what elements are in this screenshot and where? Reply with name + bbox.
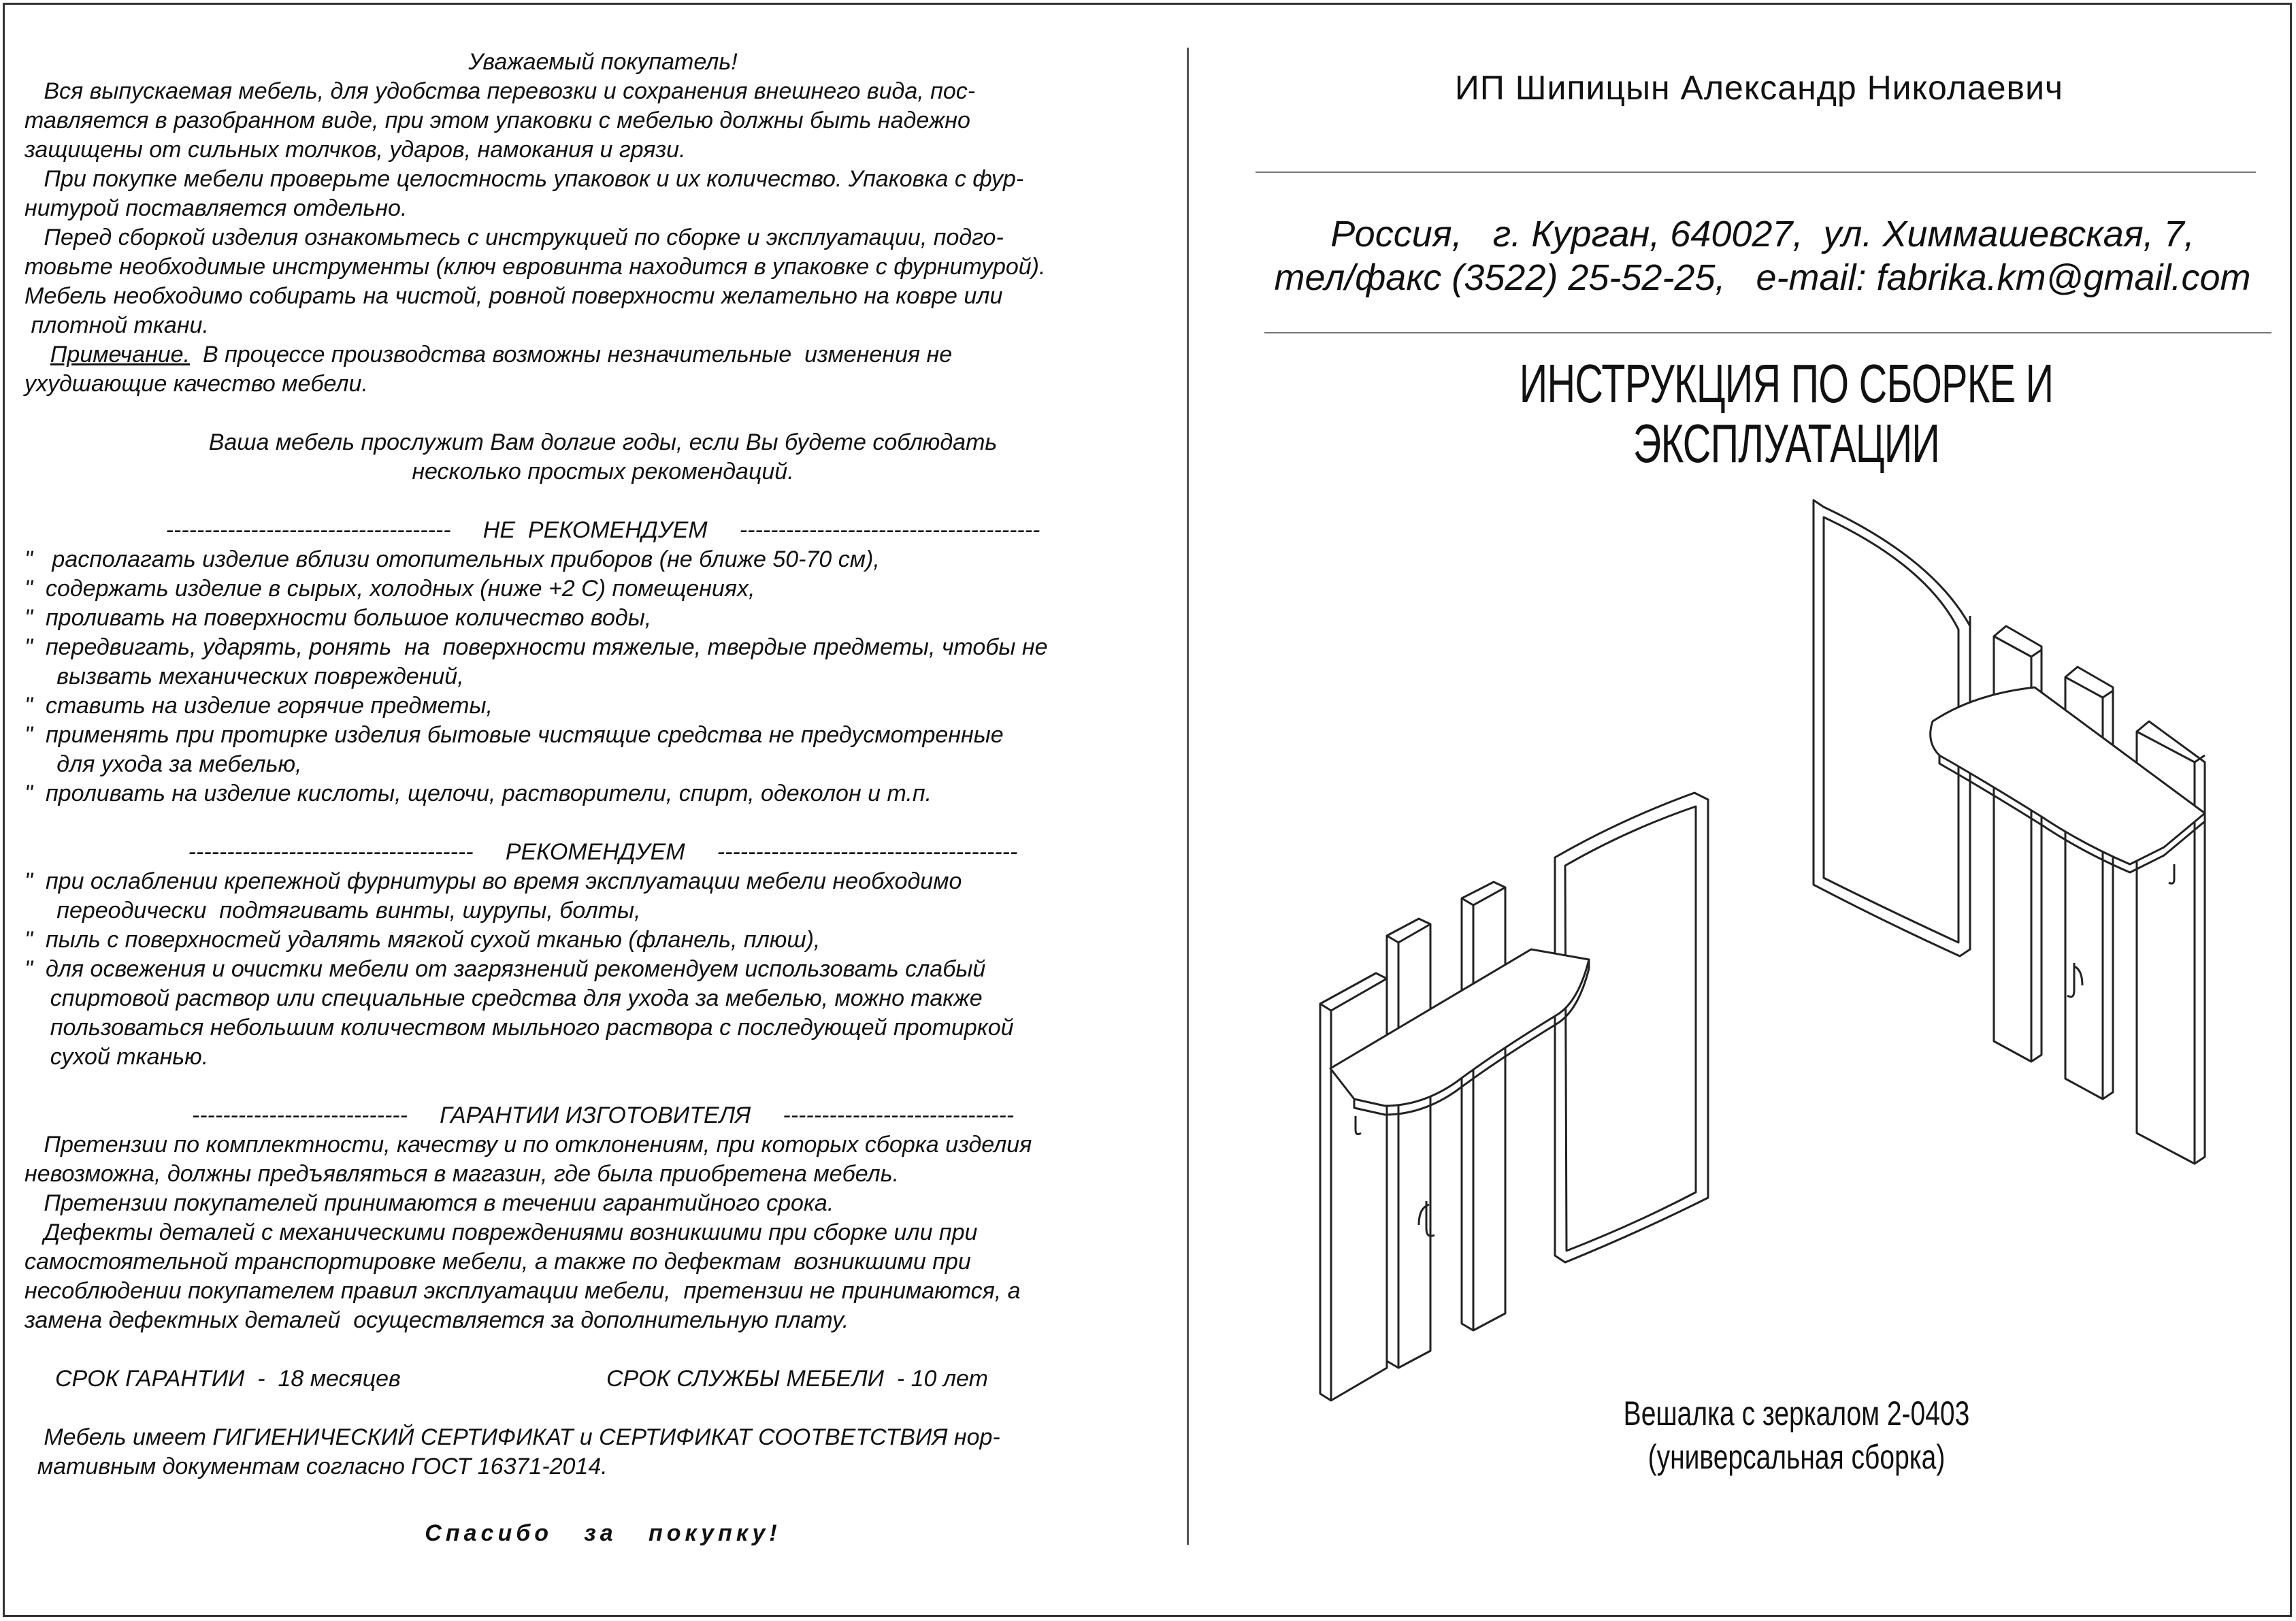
intro-line: При покупке мебели проверьте целостность упаковок и их количество. Упаковка с фур- — [24, 166, 1024, 192]
guarantee-line: невозможна, должны предъявляться в магазин, где была приобретена мебель. — [24, 1161, 900, 1187]
thanks: Спасибо за покупку! — [425, 1520, 781, 1546]
note-text-2: ухудшающие качество мебели. — [24, 371, 368, 397]
list-item: " при ослаблении крепежной фурнитуры во время эксплуатации мебели необходимо — [24, 868, 962, 894]
product-name: Вешалка с зеркалом 2-0403 — [1623, 1394, 1970, 1432]
guarantee-line: замена дефектных деталей осуществляется за дополнительную плату. — [24, 1307, 849, 1333]
note-text: В процессе производства возможны незначительные изменения не — [190, 342, 953, 367]
title-line: ЭКСПЛУАТАЦИИ — [1633, 413, 1940, 474]
advice-line: несколько простых рекомендаций. — [412, 459, 794, 485]
list-item: сухой тканью. — [24, 1044, 209, 1070]
list-item: для ухода за мебелью, — [24, 751, 302, 777]
list-item: переодически подтягивать винты, шурупы, болты, — [24, 898, 641, 923]
hanger-unit-front-view — [1320, 793, 1708, 1401]
intro-line: Перед сборкой изделия ознакомьтесь с инструкцией по сборке и эксплуатации, подго- — [24, 225, 1004, 250]
guarantee-heading: ---------------------------- ГАРАНТИИ ИЗГОТОВИТЕЛЯ ------------------------------ — [191, 1102, 1015, 1128]
note-label: Примечание. — [50, 342, 191, 367]
greeting: Уважаемый покупатель! — [468, 49, 738, 75]
title-line: ИНСТРУКЦИЯ ПО СБОРКЕ И — [1519, 353, 2054, 414]
advice-line: Ваша мебель прослужит Вам долгие годы, если Вы будете соблюдать — [208, 429, 998, 455]
list-item: " ставить на изделие горячие предметы, — [24, 693, 493, 719]
recommended-heading: ------------------------------------- РЕКОМЕНДУЕМ --------------------------------------- — [188, 839, 1018, 865]
service-life: СРОК СЛУЖБЫ МЕБЕЛИ - 10 лет — [606, 1366, 988, 1392]
intro-line: плотной ткани. — [24, 312, 209, 338]
list-item: спиртовой раствор или специальные средства для ухода за мебелью, можно также — [24, 985, 983, 1011]
intro-line: Вся выпускаемая мебель, для удобства перевозки и сохранения внешнего вида, пос- — [24, 78, 976, 104]
list-item: " применять при протирке изделия бытовые чистящие средства не предусмотренные — [24, 722, 1004, 748]
guarantee-line: несоблюдении покупателем правил эксплуатации мебели, претензии не принимаются, а — [24, 1278, 1021, 1304]
intro-line: Мебель необходимо собирать на чистой, ровной поверхности желательно на ковре или — [24, 283, 1003, 309]
hanger-unit-mirror-view — [1814, 500, 2205, 1164]
company-name: ИП Шипицын Александр Николаевич — [1454, 69, 2064, 107]
list-item: " содержать изделие в сырых, холодных (ниже +2 С) помещениях, — [24, 576, 755, 602]
list-item: " передвигать, ударять, ронять на поверхности тяжелые, твердые предметы, чтобы не — [24, 634, 1048, 660]
guarantee-line: Претензии по комплектности, качеству и по отклонениям, при которых сборка изделия — [24, 1132, 1032, 1158]
address-line: Россия, г. Курган, 640027, ул. Химмашевская, 7, — [1330, 214, 2195, 255]
certificate-line: мативным документам согласно ГОСТ 16371-2014. — [24, 1454, 608, 1479]
intro-line: нитурой поставляется отдельно. — [24, 195, 408, 221]
intro-line: тавляется в разобранном виде, при этом упаковки с мебелью должны быть надежно — [24, 108, 970, 133]
list-item: " проливать на изделие кислоты, щелочи, растворители, спирт, одеколон и т.п. — [24, 781, 932, 806]
list-item: " располагать изделие вблизи отопительных приборов (не ближе 50-70 см), — [24, 546, 880, 572]
guarantee-line: Претензии покупателей принимаются в течении гарантийного срока. — [24, 1190, 834, 1216]
intro-line: товьте необходимые инструменты (ключ евровинта находится в упаковке с фурнитурой). — [24, 254, 1046, 280]
list-item: " пыль с поверхностей удалять мягкой сухой тканью (фланель, плюш), — [24, 927, 821, 953]
list-item: пользоваться небольшим количеством мыльного раствора с последующей протиркой — [24, 1015, 1014, 1041]
product-variant: (универсальная сборка) — [1647, 1438, 1946, 1476]
product-caption — [1595, 1392, 1999, 1479]
guarantee-line: самостоятельной транспортировке мебели, а также по дефектам возникшими при — [24, 1249, 971, 1275]
list-item: " проливать на поверхности большое количество воды, — [24, 605, 652, 631]
guarantee-line: Дефекты деталей с механическими повреждениями возникшими при сборке или при — [24, 1219, 978, 1245]
contact-line: тел/факс (3522) 25-52-25, e-mail: fabrika.km@gmail.com — [1274, 257, 2251, 298]
not-recommended-heading: ------------------------------------- НЕ РЕКОМЕНДУЕМ --------------------------------------- — [165, 517, 1040, 543]
list-item: вызвать механических повреждений, — [24, 664, 464, 689]
intro-line: защищены от сильных толчков, ударов, намокания и грязи. — [24, 137, 686, 163]
warranty-term: СРОК ГАРАНТИИ - 18 месяцев — [55, 1366, 401, 1392]
list-item: " для освежения и очистки мебели от загрязнений рекомендуем использовать слабый — [24, 956, 986, 982]
certificate-line: Мебель имеет ГИГИЕНИЧЕСКИЙ СЕРТИФИКАТ и СЕРТИФИКАТ СООТВЕТСТВИЯ нор- — [24, 1424, 1000, 1450]
